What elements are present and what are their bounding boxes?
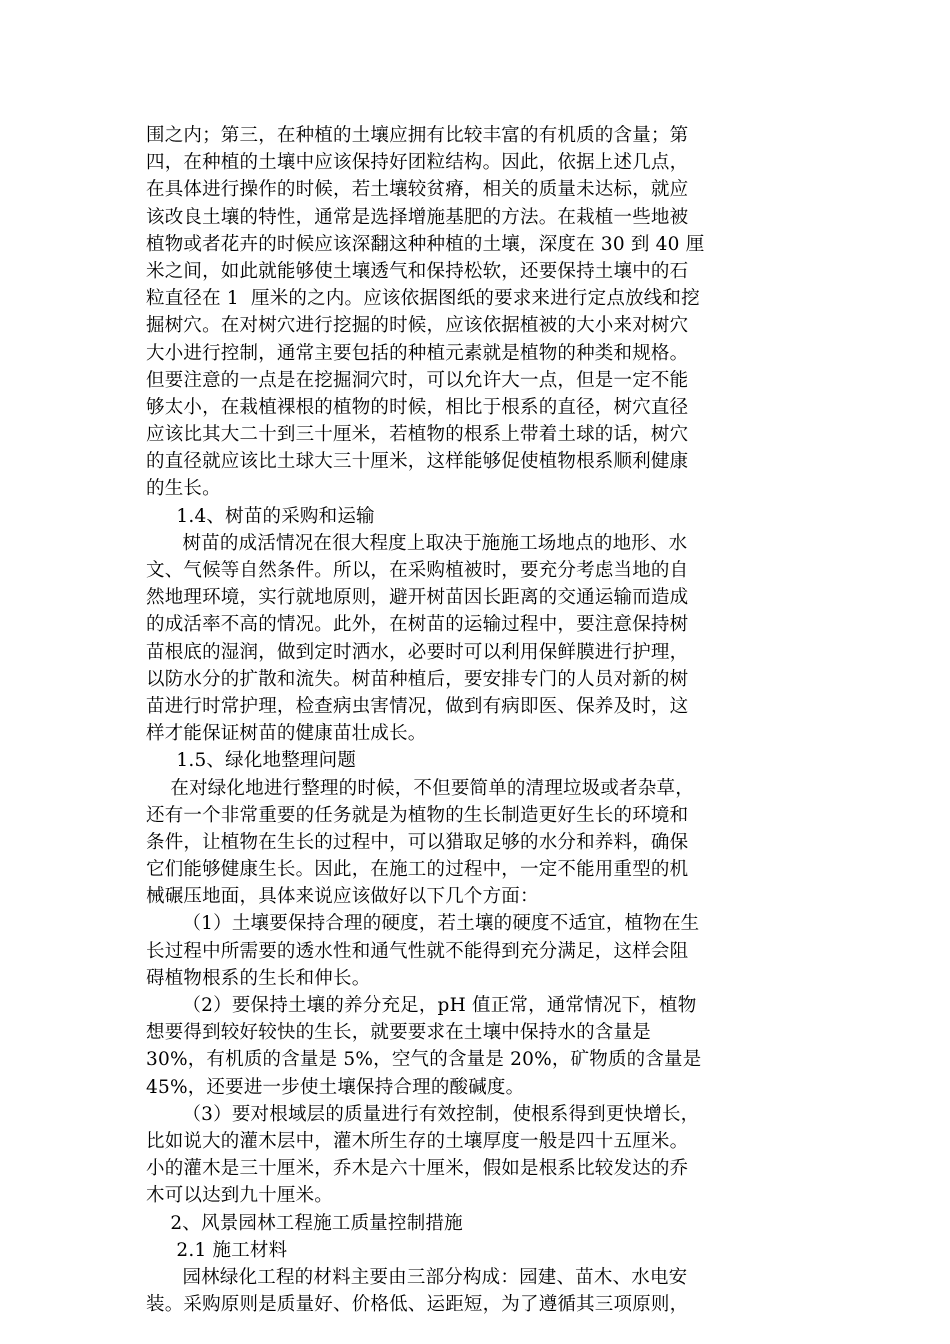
- text-line: 45%，还要进一步使土壤保持合理的酸碱度。: [146, 1076, 525, 1098]
- text-line: 的直径就应该比土球大三十厘米，这样能够促使植物根系顺利健康: [146, 451, 689, 473]
- document-body: [146, 122, 810, 1318]
- section-heading: 1.4、树苗的采购和运输: [146, 505, 375, 527]
- text-line: 木可以达到九十厘米。: [146, 1185, 334, 1207]
- text-line: 苗根底的湿润，做到定时洒水，必要时可以利用保鲜膜进行护理，: [146, 641, 689, 663]
- text-line: 植物或者花卉的时候应该深翻这种种植的土壤，深度在 30 到 40 厘: [146, 233, 705, 255]
- text-line: 样才能保证树苗的健康苗壮成长。: [146, 723, 427, 745]
- text-line: 的生长。: [146, 478, 221, 500]
- text-line: 碍植物根系的生长和伸长。: [146, 967, 371, 989]
- text-line: （3）要对根域层的质量进行有效控制，使根系得到更快增长，: [146, 1103, 700, 1125]
- text-line: 四，在种植的土壤中应该保持好团粒结构。因此，依据上述几点，: [146, 152, 689, 174]
- text-line: 比如说大的灌木层中，灌木所生存的土壤厚度一般是四十五厘米。: [146, 1130, 689, 1152]
- text-line: 还有一个非常重要的任务就是为植物的生长制造更好生长的环境和: [146, 804, 689, 826]
- section-heading: 2、风景园林工程施工质量控制措施: [146, 1212, 463, 1234]
- text-line: 30%，有机质的含量是 5%，空气的含量是 20%，矿物质的含量是: [146, 1049, 702, 1071]
- text-line: （1）土壤要保持合理的硬度，若土壤的硬度不适宜，植物在生: [146, 913, 700, 935]
- text-line: 粒直径在 1 厘米的之内。应该依据图纸的要求来进行定点放线和挖: [146, 288, 700, 310]
- text-line: 该改良土壤的特性，通常是选择增施基肥的方法。在栽植一些地被: [146, 206, 689, 228]
- text-line: （2）要保持土壤的养分充足，pH 值正常，通常情况下，植物: [146, 995, 697, 1016]
- text-line: 在对绿化地进行整理的时候，不但要简单的清理垃圾或者杂草，: [146, 777, 694, 799]
- text-line: 苗进行时常护理，检查病虫害情况，做到有病即医、保养及时，这: [146, 695, 689, 717]
- text-line: 应该比其大二十到三十厘米，若植物的根系上带着土球的话，树穴: [146, 424, 689, 446]
- text-line: 小的灌木是三十厘米，乔木是六十厘米，假如是根系比较发达的乔: [146, 1158, 689, 1180]
- text-line: 的成活率不高的情况。此外，在树苗的运输过程中，要注意保持树: [146, 614, 689, 636]
- text-line: 以防水分的扩散和流失。树苗种植后，要安排专门的人员对新的树: [146, 668, 689, 690]
- section-heading: 1.5、绿化地整理问题: [146, 750, 357, 772]
- text-line: 米之间，如此就能够使土壤透气和保持松软，还要保持土壤中的石: [146, 260, 689, 282]
- text-line: 大小进行控制，通常主要包括的种植元素就是植物的种类和规格。: [146, 342, 689, 364]
- section-heading: 2.1 施工材料: [146, 1239, 288, 1261]
- text-line: 然地理环境，实行就地原则，避开树苗因长距离的交通运输而造成: [146, 587, 689, 609]
- text-line: 掘树穴。在对树穴进行挖掘的时候，应该依据植被的大小来对树穴: [146, 315, 689, 337]
- text-line: 械碾压地面，具体来说应该做好以下几个方面：: [146, 886, 539, 908]
- text-line: 但要注意的一点是在挖掘洞穴时，可以允许大一点，但是一定不能: [146, 369, 689, 391]
- text-line: 文、气候等自然条件。所以，在采购植被时，要充分考虑当地的自: [146, 560, 689, 581]
- text-line: 它们能够健康生长。因此，在施工的过程中，一定不能用重型的机: [146, 859, 689, 881]
- text-line: 长过程中所需要的透水性和通气性就不能得到充分满足，这样会阻: [146, 940, 689, 962]
- text-line: 围之内；第三，在种植的土壤应拥有比较丰富的有机质的含量；第: [146, 125, 689, 146]
- text-line: 装。采购原则是质量好、价格低、运距短，为了遵循其三项原则，: [146, 1294, 689, 1316]
- text-line: 条件，让植物在生长的过程中，可以猎取足够的水分和养料，确保: [146, 831, 689, 853]
- text-line: 够太小，在栽植裸根的植物的时候，相比于根系的直径，树穴直径: [146, 396, 689, 418]
- text-line: 树苗的成活情况在很大程度上取决于施施工场地点的地形、水: [146, 532, 688, 554]
- text-line: 想要得到较好较快的生长，就要要求在土壤中保持水的含量是: [146, 1022, 651, 1044]
- text-line: 园林绿化工程的材料主要由三部分构成：园建、苗木、水电安: [146, 1266, 688, 1288]
- text-line: 在具体进行操作的时候，若土壤较贫瘠，相关的质量未达标，就应: [146, 179, 689, 201]
